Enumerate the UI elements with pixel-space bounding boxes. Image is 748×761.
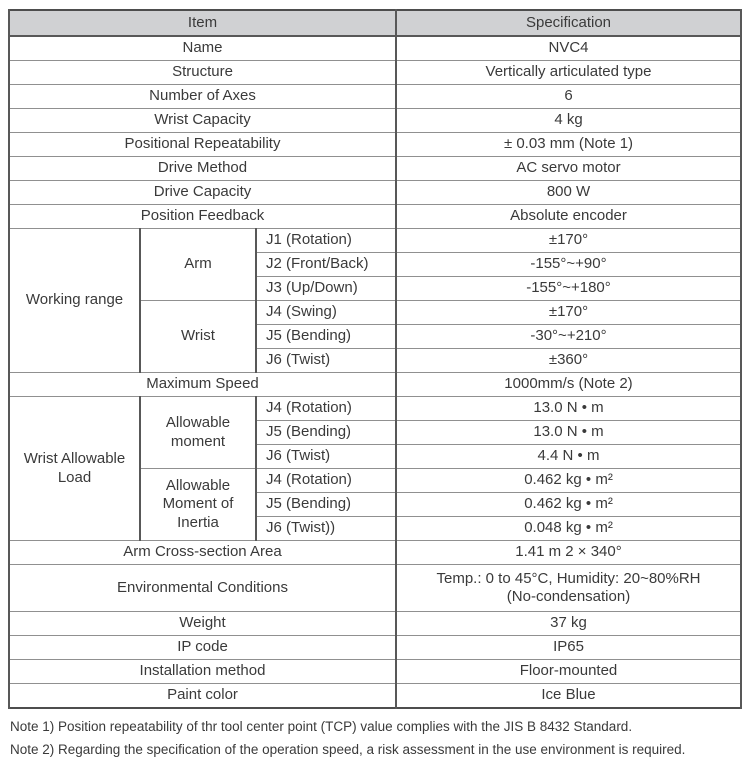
joint-cell: J2 (Front/Back) (256, 253, 396, 277)
spec-cell: 0.462 kg • m² (396, 469, 741, 493)
note-2: Note 2) Regarding the specification of the operation speed, a risk assessment in the use environment is required. (10, 742, 686, 758)
spec-cell: Ice Blue (396, 684, 741, 709)
table-row (9, 565, 741, 612)
joint-cell: J6 (Twist)) (256, 517, 396, 541)
spec-cell: 13.0 N • m (396, 421, 741, 445)
item-cell: Position Feedback (9, 205, 396, 229)
joint-cell: J5 (Bending) (256, 421, 396, 445)
item-header-cell: Item (9, 10, 396, 36)
table-row (9, 660, 741, 684)
spec-cell: 37 kg (396, 612, 741, 636)
joint-cell: J5 (Bending) (256, 493, 396, 517)
item-cell: IP code (9, 636, 396, 660)
spec-cell: AC servo motor (396, 157, 741, 181)
joint-cell: J4 (Rotation) (256, 397, 396, 421)
joint-cell: J4 (Rotation) (256, 469, 396, 493)
spec-cell: Vertically articulated type (396, 61, 741, 85)
working-range-label-cell: Working range (9, 229, 140, 373)
table-row (9, 205, 741, 229)
joint-cell: J1 (Rotation) (256, 229, 396, 253)
joint-cell: J6 (Twist) (256, 349, 396, 373)
spec-cell: Absolute encoder (396, 205, 741, 229)
joint-cell: J5 (Bending) (256, 325, 396, 349)
spec-cell: 6 (396, 85, 741, 109)
joint-cell: J6 (Twist) (256, 445, 396, 469)
table-row (9, 684, 741, 709)
spec-cell: 0.462 kg • m² (396, 493, 741, 517)
spec-cell: 1.41 m 2 × 340° (396, 541, 741, 565)
item-cell: Number of Axes (9, 85, 396, 109)
table-row (9, 157, 741, 181)
spec-cell: NVC4 (396, 36, 741, 61)
spec-cell: -30°~+210° (396, 325, 741, 349)
spec-cell: ±170° (396, 301, 741, 325)
specification-table (8, 9, 742, 709)
spec-cell: 4 kg (396, 109, 741, 133)
spec-cell: -155°~+180° (396, 277, 741, 301)
wrist-allowable-load-label-cell: Wrist Allowable Load (9, 397, 140, 541)
item-cell: Maximum Speed (9, 373, 396, 397)
spec-cell: ± 0.03 mm (Note 1) (396, 133, 741, 157)
table-row (9, 397, 741, 421)
item-cell: Name (9, 36, 396, 61)
spec-cell: ±360° (396, 349, 741, 373)
env-spec-line1: Temp.: 0 to 45°C, Humidity: 20~80%RH (436, 569, 701, 587)
item-cell: Structure (9, 61, 396, 85)
table-header-row (9, 10, 741, 36)
table-row (9, 36, 741, 61)
spec-cell: IP65 (396, 636, 741, 660)
table-row (9, 229, 741, 253)
table-row (9, 636, 741, 660)
spec-cell: -155°~+90° (396, 253, 741, 277)
spec-cell: 800 W (396, 181, 741, 205)
spec-cell: ±170° (396, 229, 741, 253)
table-row (9, 61, 741, 85)
item-cell: Environmental Conditions (9, 565, 396, 612)
joint-cell: J4 (Swing) (256, 301, 396, 325)
specification-header-cell: Specification (396, 10, 741, 36)
spec-cell: 4.4 N • m (396, 445, 741, 469)
note-1: Note 1) Position repeatability of thr tool center point (TCP) value complies with the JIS B 8432 Standard. (10, 719, 633, 734)
spec-cell: 0.048 kg • m² (396, 517, 741, 541)
footnotes (0, 709, 748, 761)
spec-cell: 1000mm/s (Note 2) (396, 373, 741, 397)
spec-cell: 13.0 N • m (396, 397, 741, 421)
spec-cell: Floor-mounted (396, 660, 741, 684)
item-cell: Installation method (9, 660, 396, 684)
item-cell: Positional Repeatability (9, 133, 396, 157)
env-spec-line2: (No-condensation) (506, 588, 631, 605)
joint-cell: J3 (Up/Down) (256, 277, 396, 301)
item-cell: Drive Capacity (9, 181, 396, 205)
table-row (9, 373, 741, 397)
table-row (9, 85, 741, 109)
table-row (9, 181, 741, 205)
item-cell: Arm Cross-section Area (9, 541, 396, 565)
table-row (9, 612, 741, 636)
allowable-moment-group-cell: Allowable moment (140, 397, 256, 469)
item-cell: Wrist Capacity (9, 109, 396, 133)
table-row (9, 541, 741, 565)
spec-cell (396, 565, 741, 612)
allowable-inertia-group-cell: Allowable Moment of Inertia (140, 469, 256, 541)
table-row (9, 109, 741, 133)
item-cell: Drive Method (9, 157, 396, 181)
wrist-group-cell: Wrist (140, 301, 256, 373)
item-cell: Paint color (9, 684, 396, 709)
table-row (9, 133, 741, 157)
arm-group-cell: Arm (140, 229, 256, 301)
item-cell: Weight (9, 612, 396, 636)
